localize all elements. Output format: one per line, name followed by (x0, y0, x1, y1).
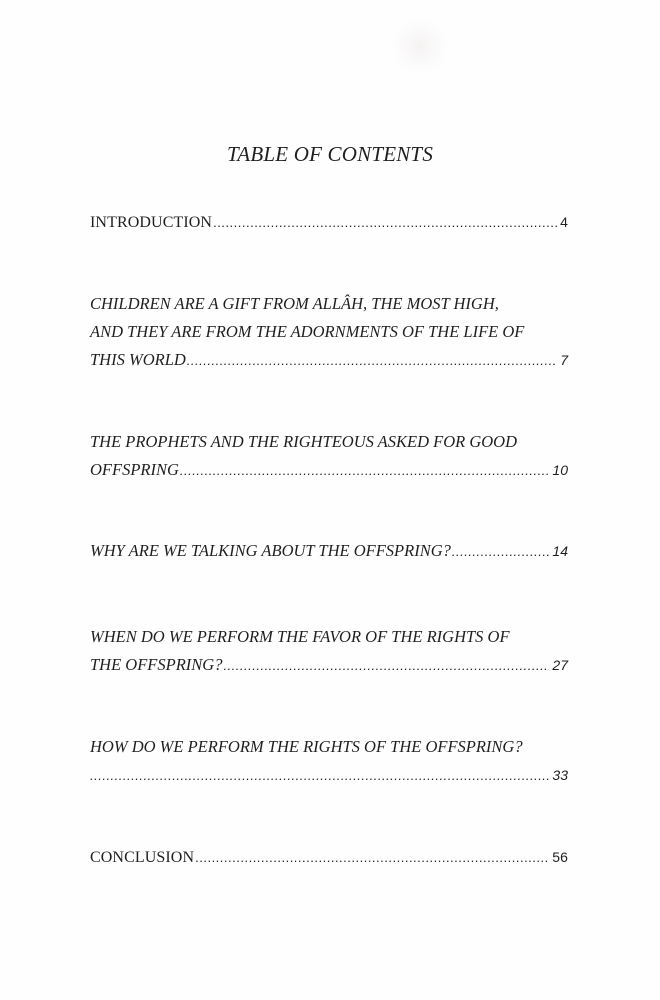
toc-entry-conclusion[interactable] (90, 843, 568, 871)
toc-entry-prophets-righteous[interactable] (90, 428, 568, 484)
dot-leader (180, 457, 550, 485)
toc-entry-text: THE PROPHETS AND THE RIGHTEOUS ASKED FOR GOOD (90, 432, 518, 451)
dot-leader (223, 652, 549, 680)
toc-entry-text: THE OFFSPRING? (90, 655, 223, 674)
toc-entry-text: CHILDREN ARE A GIFT FROM ALLÂH, THE MOST HIGH, (90, 294, 499, 313)
page-title: TABLE OF CONTENTS (226, 142, 434, 166)
toc-entry-why-talking[interactable] (90, 537, 568, 565)
toc-page-number: 14 (552, 543, 568, 559)
dot-leader (187, 347, 557, 375)
toc-entry-text: WHY ARE WE TALKING ABOUT THE OFFSPRING? (90, 541, 451, 560)
toc-entry-when-perform[interactable] (90, 623, 568, 679)
toc-entry-children-gift[interactable] (90, 290, 568, 374)
page-smudge (392, 18, 448, 74)
toc-page-number: 56 (552, 849, 568, 865)
toc-entry-introduction[interactable] (90, 208, 568, 236)
toc-entry-text: OFFSPRING (90, 460, 179, 479)
toc-page-number: 27 (552, 657, 568, 673)
toc-page-number: 33 (552, 767, 568, 783)
dot-leader (213, 209, 557, 237)
toc-entry-text: WHEN DO WE PERFORM THE FAVOR OF THE RIGHTS OF (90, 627, 510, 646)
toc-entry-text: HOW DO WE PERFORM THE RIGHTS OF THE OFFSPRING? (90, 737, 523, 756)
toc-entry-how-perform[interactable] (90, 733, 568, 789)
dot-leader (195, 844, 549, 872)
dot-leader (90, 762, 549, 790)
toc-page-number: 4 (560, 214, 568, 230)
dot-leader (452, 538, 550, 566)
toc-page-number: 7 (560, 352, 568, 368)
toc-page-number: 10 (552, 462, 568, 478)
toc-entry-text: THIS WORLD (90, 350, 186, 369)
toc-entry-text: INTRODUCTION (90, 214, 213, 231)
toc-entry-text: CONCLUSION (90, 849, 195, 866)
toc-entry-text: AND THEY ARE FROM THE ADORNMENTS OF THE LIFE OF (90, 322, 525, 341)
